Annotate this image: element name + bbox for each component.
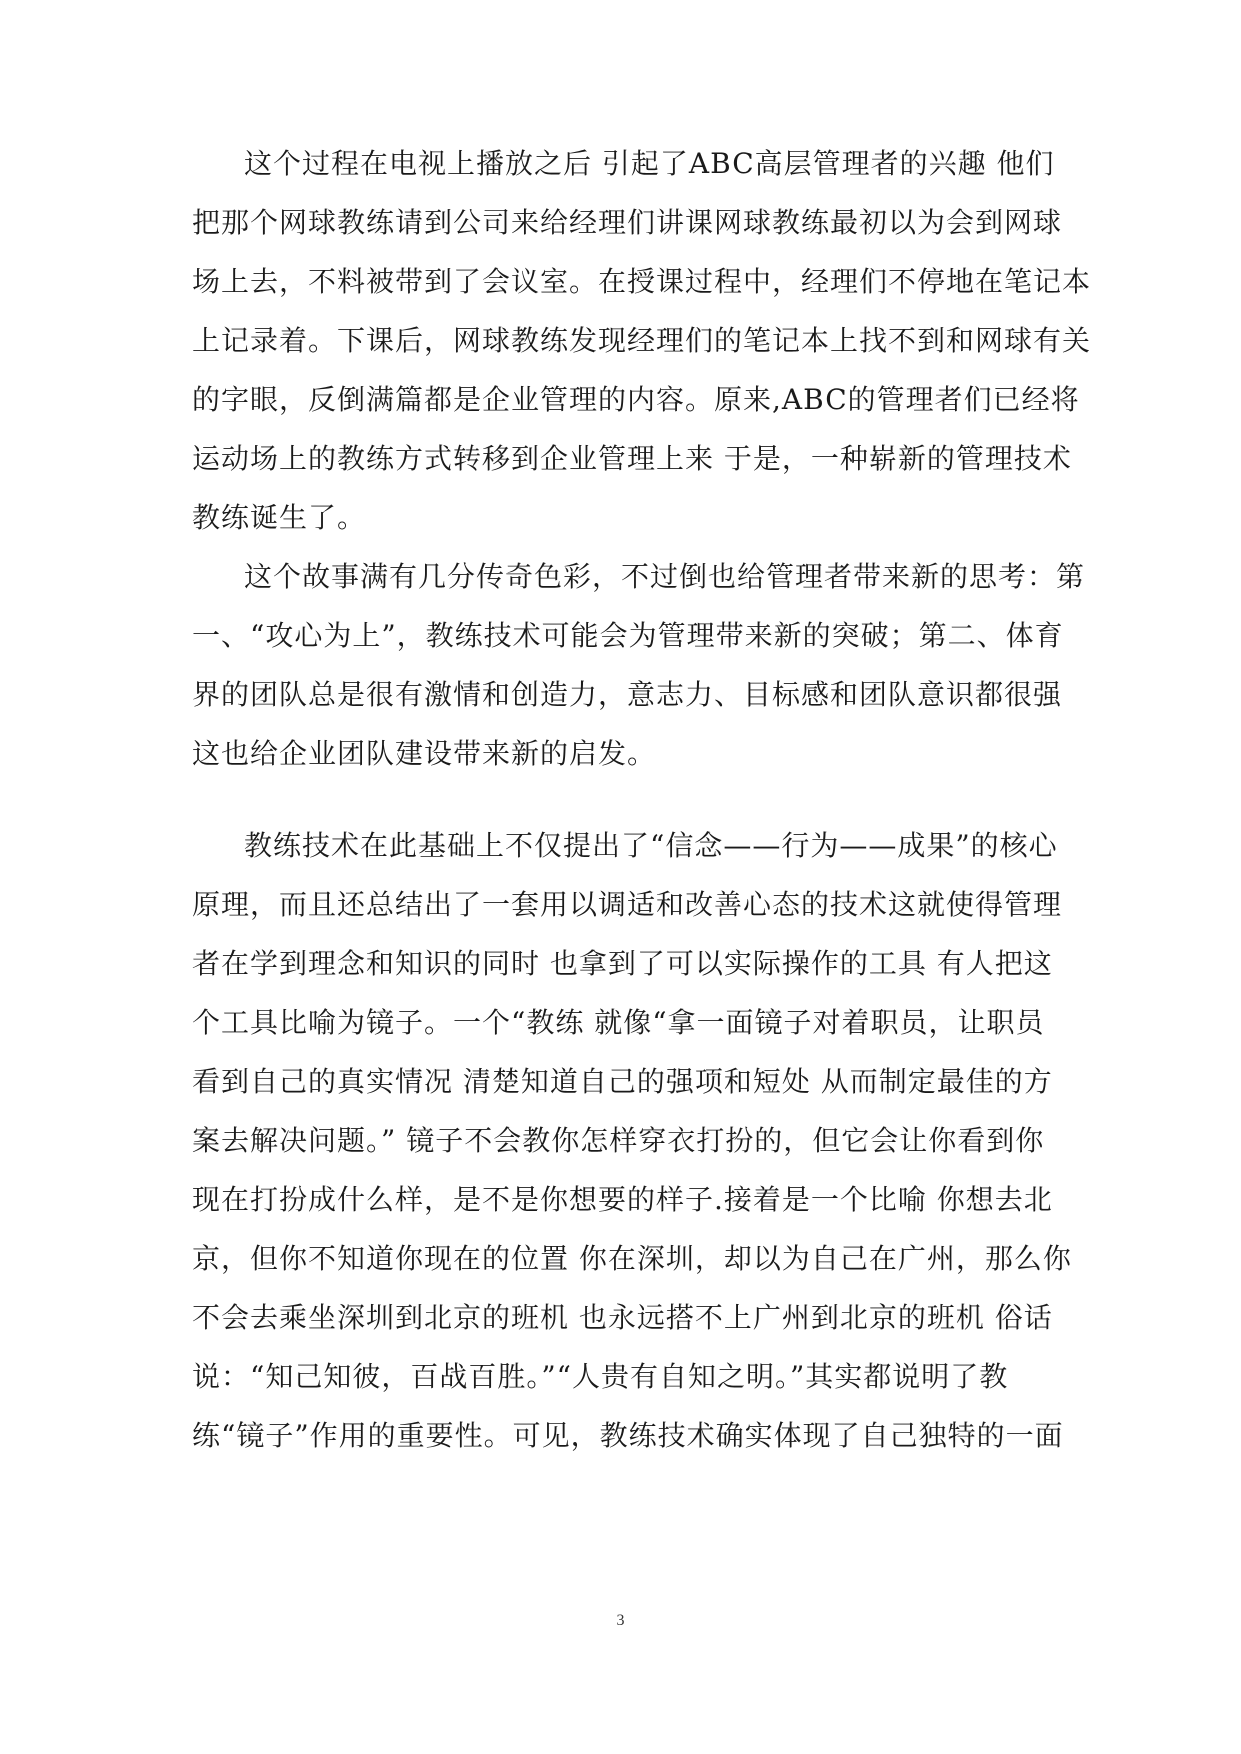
paragraph-3-line-6: 案去解决问题。” 镜子不会教你怎样穿衣打扮的，但它会让你看到你	[192, 1124, 1045, 1157]
paragraph-3-line-5: 看到自己的真实情况 清楚知道自己的强项和短处 从而制定最佳的方	[192, 1065, 1053, 1098]
paragraph-3-line-2: 原理，而且还总结出了一套用以调适和改善心态的技术这就使得管理	[192, 888, 1063, 921]
paragraph-2-line-3: 界的团队总是很有激情和创造力，意志力、目标感和团队意识都很强	[192, 678, 1063, 711]
paragraph-1-line-2: 把那个网球教练请到公司来给经理们讲课网球教练最初以为会到网球	[192, 206, 1063, 239]
paragraph-2-line-2: 一、“攻心为上”，教练技术可能会为管理带来新的突破；第二、体育	[192, 619, 1064, 652]
page-number: 3	[616, 1612, 625, 1629]
paragraph-3-line-3: 者在学到理念和知识的同时 也拿到了可以实际操作的工具 有人把这	[192, 947, 1053, 980]
paragraph-3-line-9: 不会去乘坐深圳到北京的班机 也永远搭不上广州到北京的班机 俗话	[192, 1301, 1053, 1334]
paragraph-1-line-4: 上记录着。下课后，网球教练发现经理们的笔记本上找不到和网球有关	[192, 324, 1092, 357]
paragraph-1-line-7: 教练诞生了。	[192, 501, 367, 534]
paragraph-1-line-5: 的字眼，反倒满篇都是企业管理的内容。原来,ABC的管理者们已经将	[192, 383, 1080, 416]
paragraph-2-line-1: 这个故事满有几分传奇色彩，不过倒也给管理者带来新的思考：第	[244, 560, 1086, 593]
paragraph-2-line-4: 这也给企业团队建设带来新的启发。	[192, 737, 657, 770]
paragraph-1-line-1: 这个过程在电视上播放之后 引起了ABC高层管理者的兴趣 他们	[244, 147, 1055, 180]
paragraph-1-line-3: 场上去，不料被带到了会议室。在授课过程中，经理们不停地在笔记本	[192, 265, 1092, 298]
paragraph-3-line-1: 教练技术在此基础上不仅提出了“信念——行为——成果”的核心	[244, 829, 1058, 862]
paragraph-3-line-7: 现在打扮成什么样，是不是你想要的样子.接着是一个比喻 你想去北	[192, 1183, 1053, 1216]
paragraph-1-line-6: 运动场上的教练方式转移到企业管理上来 于是，一种崭新的管理技术	[192, 442, 1072, 475]
paragraph-3-line-10: 说：“知己知彼，百战百胜。”“人贵有自知之明。”其实都说明了教	[192, 1360, 1009, 1393]
paragraph-3-line-8: 京，但你不知道你现在的位置 你在深圳，却以为自己在广州，那么你	[192, 1242, 1072, 1275]
paragraph-3-line-11: 练“镜子”作用的重要性。可见，教练技术确实体现了自己独特的一面	[192, 1419, 1064, 1452]
paragraph-3-line-4: 个工具比喻为镜子。一个“教练 就像“拿一面镜子对着职员，让职员	[192, 1006, 1045, 1039]
